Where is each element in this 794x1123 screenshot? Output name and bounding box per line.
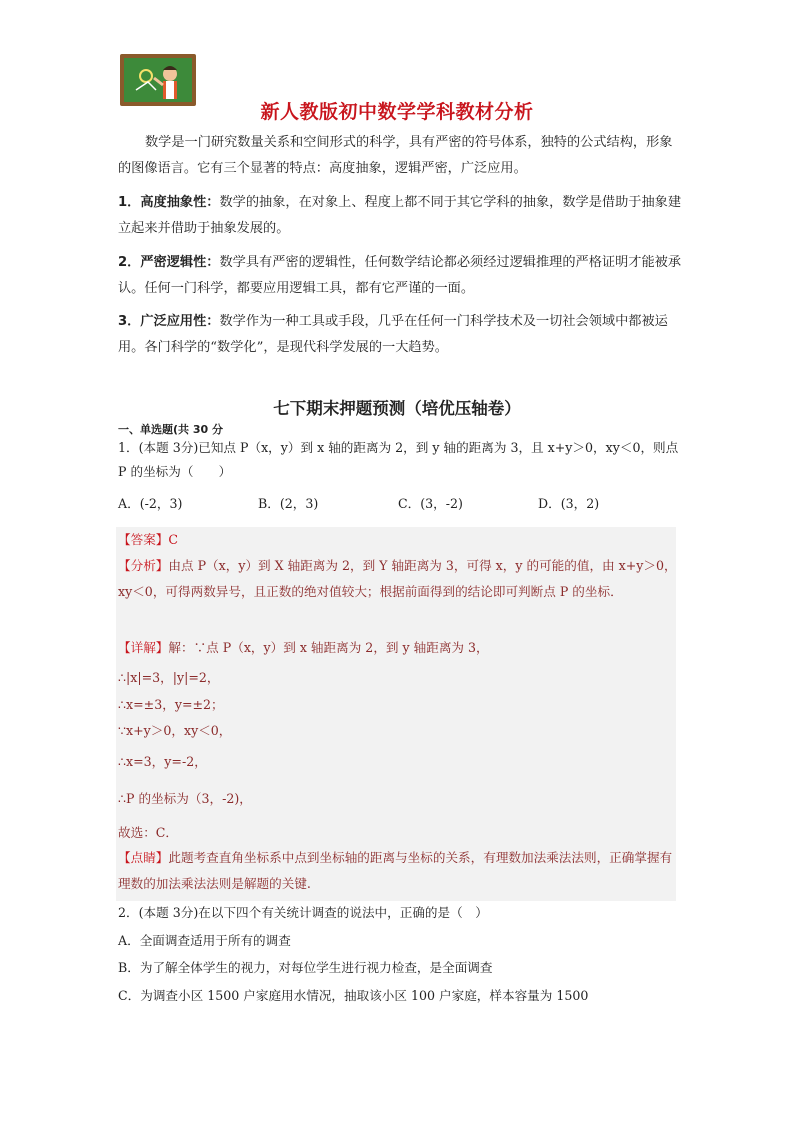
detail-text: 解：∵点 P（x，y）到 x 轴距离为 2，到 y 轴距离为 3， — [168, 640, 489, 655]
question-1-stem: 1．(本题 3分)已知点 P（x，y）到 x 轴的距离为 2，到 y 轴的距离为 3，且 x+y＞0，xy＜0，则点 P 的坐标为（ ） — [118, 440, 679, 479]
answer-tag: 【答案】 — [118, 532, 169, 547]
point-2-body: 数学具有严密的逻辑性，任何数学结论都必须经过逻辑推理的严格证明才能被承认。任何一门科学，都要应用逻辑工具，都有它严谨的一面。 — [118, 255, 682, 296]
answer-line — [118, 527, 678, 553]
q1-option-d: D．(3，2) — [538, 496, 600, 511]
answer-value: C — [168, 532, 179, 547]
math-line-5: ∴P 的坐标为（3，-2)， — [118, 791, 252, 806]
comment-block — [118, 845, 678, 897]
detail-tag: 【详解】 — [118, 640, 169, 655]
point-3-head: 3．广泛应用性： — [118, 314, 220, 329]
section-heading: 一、单选题(共 30 分 — [118, 423, 223, 436]
math-line-2: ∴x=±3，y=±2； — [118, 697, 224, 712]
q2-option-b: B．为了解全体学生的视力，对每位学生进行视力检查，是全面调查 — [118, 960, 493, 975]
point-2 — [118, 250, 682, 302]
point-1-body: 数学的抽象，在对象上、程度上都不同于其它学科的抽象，数学是借助于抽象建立起来并借助于抽象发展的。 — [118, 195, 682, 236]
analysis-tag: 【分析】 — [118, 558, 169, 573]
comment-text: 此题考查直角坐标系中点到坐标轴的距离与坐标的关系，有理数加法乘法法则，正确掌握有理数的加法乘法法则是解题的关键. — [118, 850, 673, 891]
intro-paragraph: 数学是一门研究数量关系和空间形式的科学，具有严密的符号体系，独特的公式结构，形象的图像语言。它有三个显著的特点：高度抽象，逻辑严密，广泛应用。 — [118, 135, 673, 176]
q1-option-c: C．(3，-2) — [398, 496, 463, 511]
point-1 — [118, 190, 682, 242]
q1-option-b: B．(2，3) — [258, 496, 319, 511]
q2-option-a: A．全面调查适用于所有的调查 — [118, 933, 291, 948]
math-line-3: ∵x+y＞0，xy＜0， — [118, 723, 232, 738]
point-3-body: 数学作为一种工具或手段，几乎在任何一门科学技术及一切社会领域中都被运用。各门科学的“数学化”，是现代科学发展的一大趋势。 — [118, 314, 668, 355]
math-line-4: ∴x=3，y=-2， — [118, 754, 207, 769]
comment-tag: 【点睛】 — [118, 850, 169, 865]
point-2-head: 2．严密逻辑性： — [118, 255, 220, 270]
analysis-block — [118, 553, 678, 605]
point-1-head: 1．高度抽象性： — [118, 195, 220, 210]
math-line-6: 故选：C． — [118, 825, 179, 840]
exam-title: 七下期末押题预测（培优压轴卷） — [273, 399, 521, 418]
q2-option-c: C．为调查小区 1500 户家庭用水情况，抽取该小区 100 户家庭，样本容量为 1500 — [118, 988, 589, 1003]
main-title: 新人教版初中数学学科教材分析 — [260, 101, 534, 123]
q1-option-a: A．(-2，3) — [118, 496, 183, 511]
point-3 — [118, 309, 682, 361]
question-2-stem: 2．(本题 3分)在以下四个有关统计调查的说法中，正确的是（ ） — [118, 905, 488, 920]
detail-block — [118, 635, 678, 661]
math-line-1: ∴|x|=3，|y|=2， — [118, 670, 220, 685]
analysis-text: 由点 P（x，y）到 X 轴距离为 2，到 Y 轴距离为 3，可得 x，y 的可能的值，由 x+y＞0，xy＜0，可得两数异号，且正数的绝对值较大；根据前面得到的结论即可判断点 P 的坐标． — [118, 558, 677, 599]
